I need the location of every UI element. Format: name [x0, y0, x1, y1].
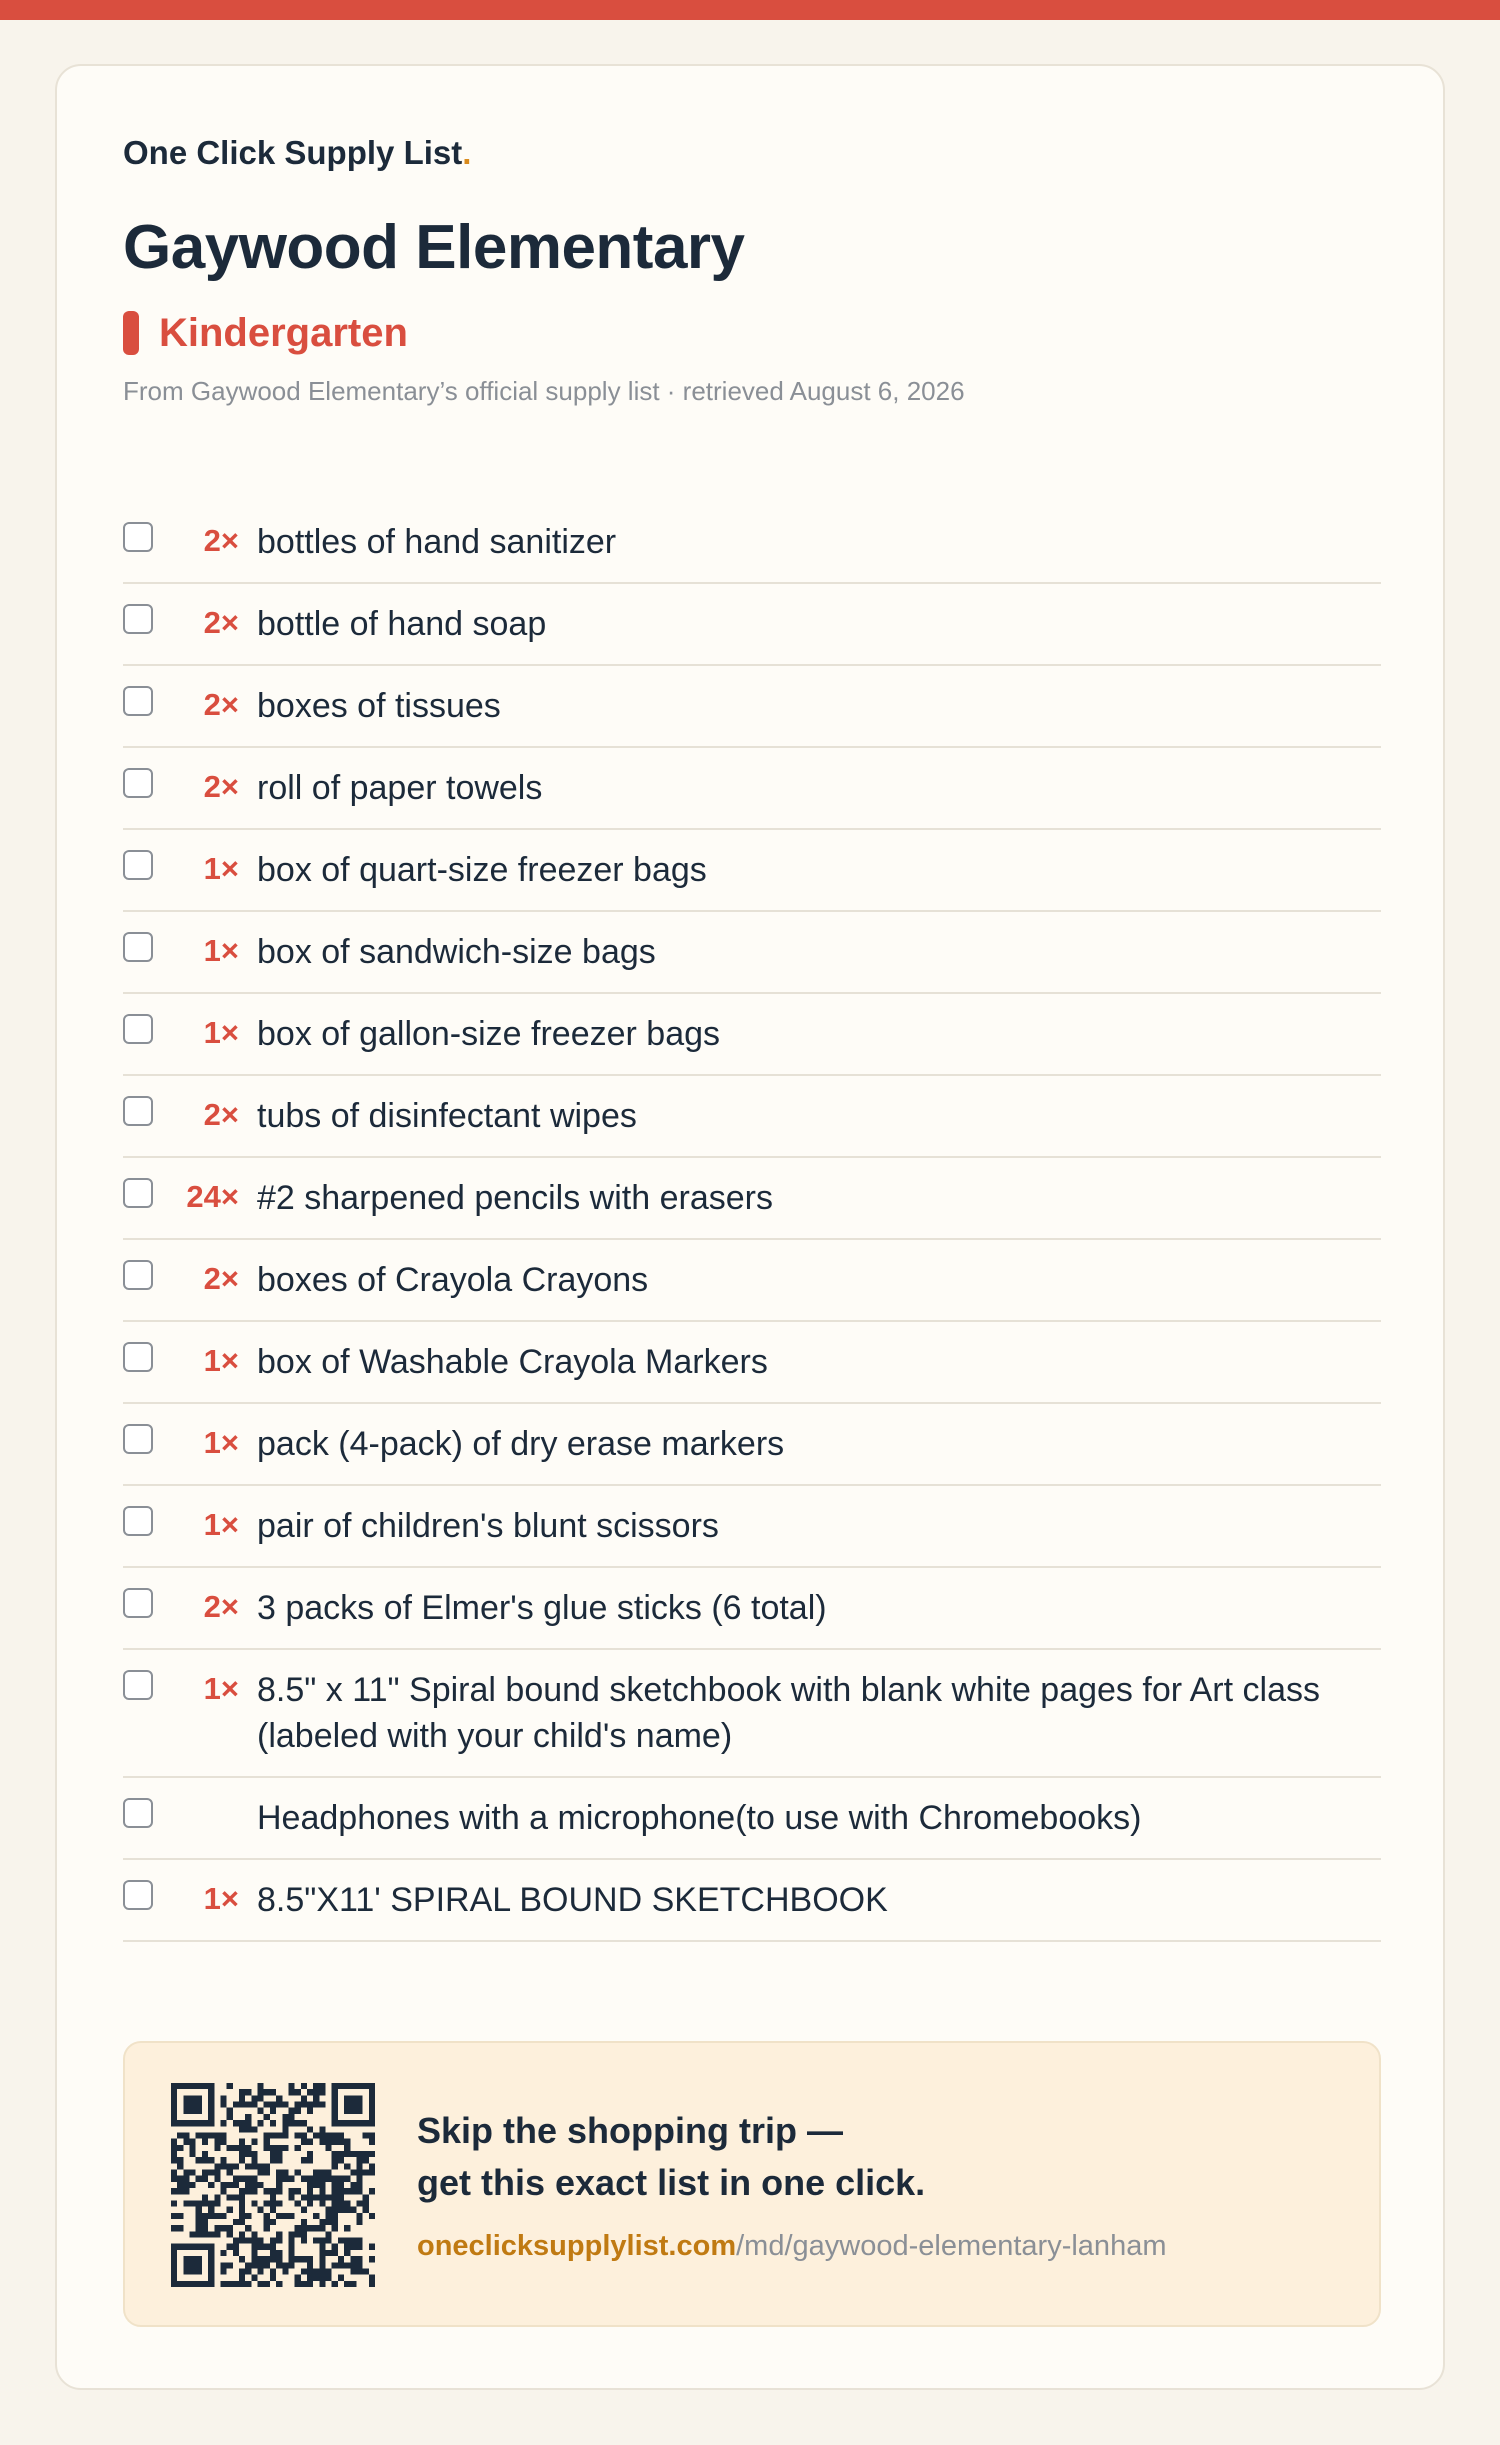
- list-item[interactable]: [123, 1404, 1381, 1486]
- school-title: Gaywood Elementary: [123, 213, 745, 282]
- brand-name: One Click Supply List: [123, 134, 463, 171]
- item-label: box of sandwich-size bags: [257, 933, 656, 971]
- list-item[interactable]: [123, 1322, 1381, 1404]
- item-quantity: 1×: [203, 1343, 239, 1378]
- checkbox-icon[interactable]: [123, 1178, 153, 1208]
- item-quantity: 1×: [203, 933, 239, 968]
- item-label: roll of paper towels: [257, 769, 543, 807]
- top-accent-bar: [0, 0, 1500, 20]
- list-item[interactable]: [123, 1860, 1381, 1942]
- item-label: boxes of Crayola Crayons: [257, 1261, 649, 1299]
- list-item[interactable]: [123, 912, 1381, 994]
- item-quantity: 1×: [203, 1881, 239, 1916]
- checkbox-icon[interactable]: [123, 1588, 153, 1618]
- checkbox-icon[interactable]: [123, 932, 153, 962]
- list-item[interactable]: [123, 1158, 1381, 1240]
- list-item[interactable]: [123, 1650, 1381, 1778]
- cta-title-line-1: Skip the shopping trip —: [417, 2110, 843, 2151]
- supply-list-card: [55, 64, 1445, 2390]
- checkbox-icon[interactable]: [123, 1424, 153, 1454]
- item-label: 8.5"X11' SPIRAL BOUND SKETCHBOOK: [257, 1881, 888, 1919]
- item-label: pair of children's blunt scissors: [257, 1507, 719, 1545]
- item-label: boxes of tissues: [257, 687, 501, 725]
- item-label: Headphones with a microphone(to use with Chromebooks): [257, 1799, 1142, 1837]
- item-quantity: 2×: [203, 1097, 239, 1132]
- item-quantity: 24×: [186, 1179, 239, 1214]
- cta-url-path: /md/gaywood-elementary-lanham: [736, 2230, 1167, 2262]
- list-item[interactable]: [123, 1486, 1381, 1568]
- item-label: box of gallon-size freezer bags: [257, 1015, 721, 1053]
- checkbox-icon[interactable]: [123, 1670, 153, 1700]
- item-label: box of quart-size freezer bags: [257, 851, 707, 889]
- item-quantity: 2×: [203, 687, 239, 722]
- list-item[interactable]: [123, 502, 1381, 584]
- item-quantity: 1×: [203, 1015, 239, 1050]
- item-label: 8.5" x 11" Spiral bound sketchbook with blank white pages for Art class (labeled with your child's name): [257, 1671, 1320, 1755]
- cta-title: [417, 2105, 925, 2209]
- list-item[interactable]: [123, 666, 1381, 748]
- item-label: #2 sharpened pencils with erasers: [257, 1179, 773, 1217]
- list-item[interactable]: [123, 748, 1381, 830]
- checkbox-icon[interactable]: [123, 1506, 153, 1536]
- checkbox-icon[interactable]: [123, 1342, 153, 1372]
- item-label: pack (4-pack) of dry erase markers: [257, 1425, 785, 1463]
- list-item[interactable]: [123, 1076, 1381, 1158]
- checkbox-icon[interactable]: [123, 1880, 153, 1910]
- checkbox-icon[interactable]: [123, 1014, 153, 1044]
- list-item[interactable]: [123, 584, 1381, 666]
- checkbox-icon[interactable]: [123, 768, 153, 798]
- checkbox-icon[interactable]: [123, 1096, 153, 1126]
- checkbox-icon[interactable]: [123, 686, 153, 716]
- item-quantity: 2×: [203, 1589, 239, 1624]
- item-quantity: 2×: [203, 605, 239, 640]
- item-label: tubs of disinfectant wipes: [257, 1097, 637, 1135]
- item-quantity: 1×: [203, 1671, 239, 1706]
- grade-heading: [123, 309, 408, 357]
- item-quantity: 2×: [203, 769, 239, 804]
- cta-url-domain: oneclicksupplylist.com: [417, 2230, 737, 2262]
- item-label: bottle of hand soap: [257, 605, 547, 643]
- checkbox-icon[interactable]: [123, 850, 153, 880]
- brand-logo[interactable]: [123, 134, 471, 172]
- item-label: box of Washable Crayola Markers: [257, 1343, 768, 1381]
- checkbox-icon[interactable]: [123, 522, 153, 552]
- list-item[interactable]: [123, 994, 1381, 1076]
- item-quantity: 1×: [203, 851, 239, 886]
- grade-label: Kindergarten: [159, 310, 408, 355]
- checkbox-icon[interactable]: [123, 604, 153, 634]
- item-quantity: 2×: [203, 1261, 239, 1296]
- grade-marker: [123, 311, 139, 355]
- item-label: bottles of hand sanitizer: [257, 523, 617, 561]
- qr-code-icon[interactable]: [171, 2083, 375, 2287]
- item-quantity: 1×: [203, 1425, 239, 1460]
- list-item[interactable]: [123, 1240, 1381, 1322]
- item-label: 3 packs of Elmer's glue sticks (6 total): [257, 1589, 827, 1627]
- list-item[interactable]: [123, 1568, 1381, 1650]
- checkbox-icon[interactable]: [123, 1260, 153, 1290]
- cta-banner: [123, 2041, 1381, 2327]
- source-note: From Gaywood Elementary’s official supply list · retrieved August 6, 2026: [123, 376, 965, 406]
- cta-link[interactable]: [417, 2230, 1166, 2263]
- item-quantity: 2×: [203, 523, 239, 558]
- brand-dot: .: [462, 134, 472, 171]
- item-quantity: 1×: [203, 1507, 239, 1542]
- list-item[interactable]: [123, 1778, 1381, 1860]
- list-item[interactable]: [123, 830, 1381, 912]
- supply-items-list: [123, 502, 1381, 1942]
- cta-title-line-2: get this exact list in one click.: [417, 2162, 926, 2203]
- checkbox-icon[interactable]: [123, 1798, 153, 1828]
